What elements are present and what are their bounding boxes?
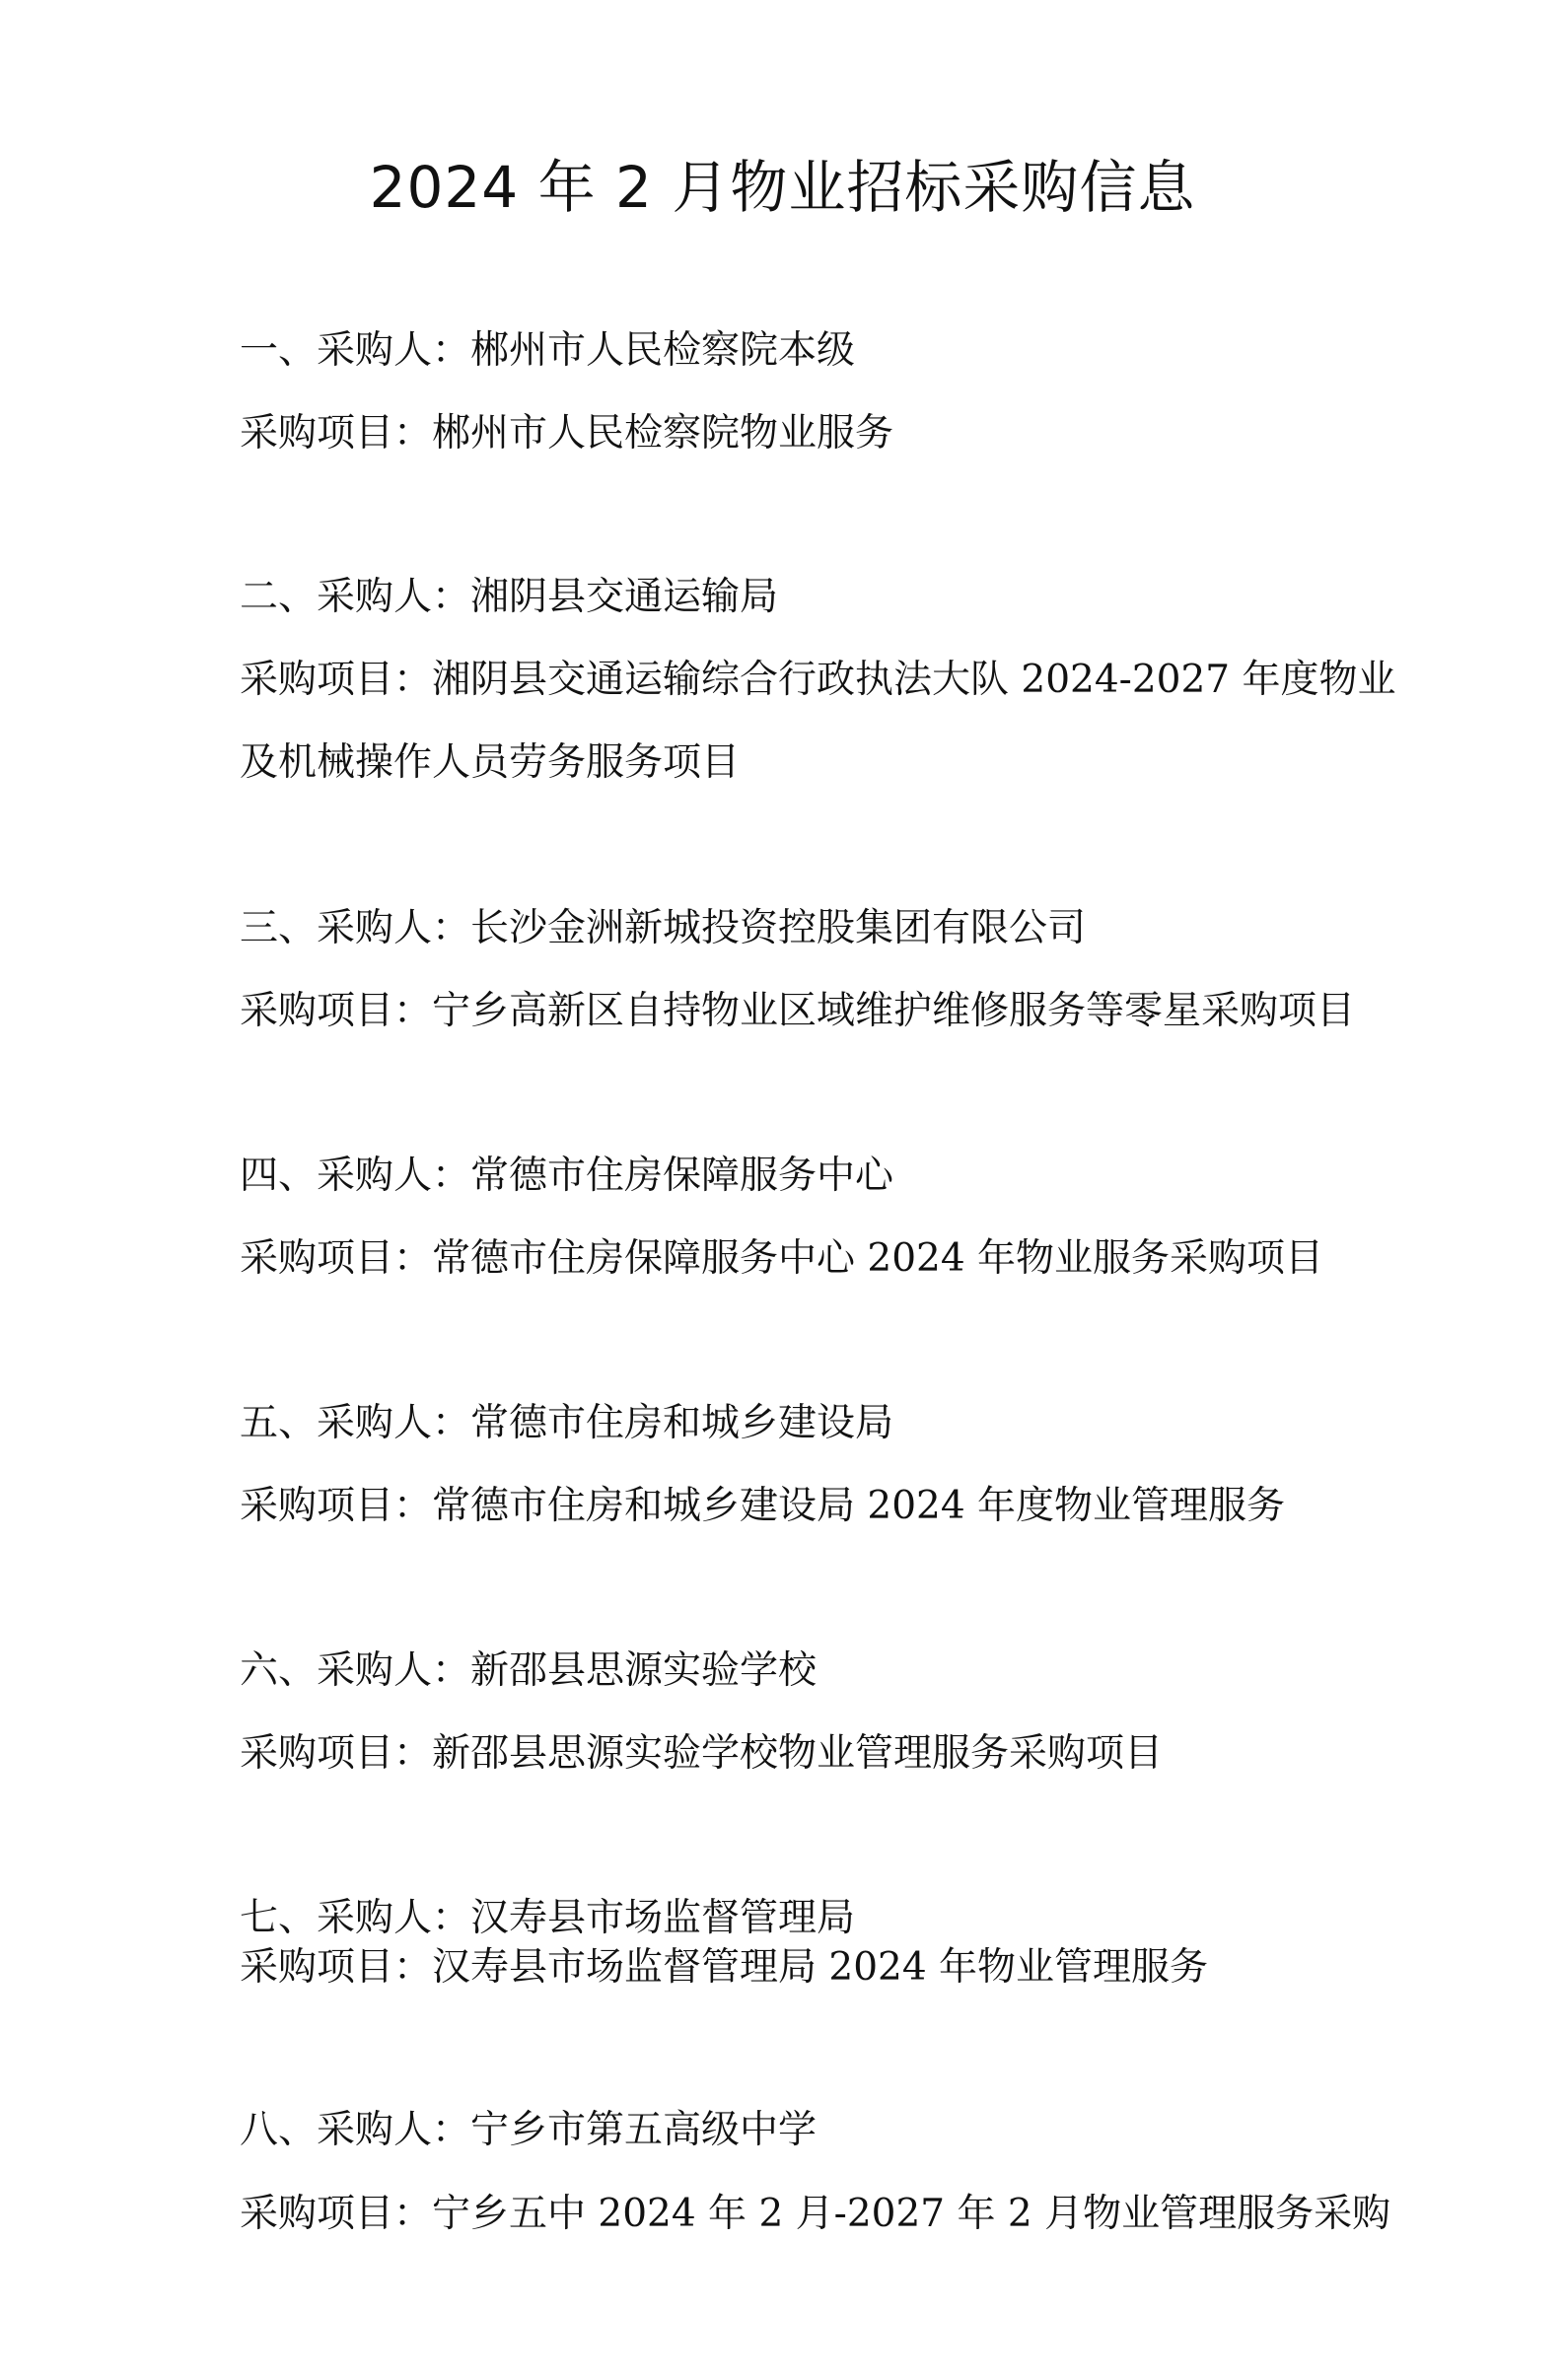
purchaser-line-8: 八、采购人：宁乡市第五高级中学 [240,2108,818,2152]
purchaser-line-4: 四、采购人：常德市住房保障服务中心 [240,1154,894,1198]
project-line-6: 采购项目：新邵县思源实验学校物业管理服务采购项目 [240,1731,1164,1776]
purchaser-line-3: 三、采购人：长沙金洲新城投资控股集团有限公司 [240,906,1087,950]
project-line-2-continued: 及机械操作人员劳务服务项目 [240,740,741,785]
purchaser-line-1: 一、采购人：郴州市人民检察院本级 [240,328,856,373]
project-line-5: 采购项目：常德市住房和城乡建设局 2024 年度物业管理服务 [240,1484,1286,1528]
project-line-3: 采购项目：宁乡高新区自持物业区域维护维修服务等零星采购项目 [240,989,1356,1033]
purchaser-line-6: 六、采购人：新邵县思源实验学校 [240,1648,818,1693]
project-line-4: 采购项目：常德市住房保障服务中心 2024 年物业服务采购项目 [240,1236,1324,1281]
purchaser-line-7: 七、采购人：汉寿县市场监督管理局 [240,1896,856,1940]
project-line-8: 采购项目：宁乡五中 2024 年 2 月-2027 年 2 月物业管理服务采购 [240,2192,1391,2236]
purchaser-line-2: 二、采购人：湘阴县交通运输局 [240,575,779,619]
project-line-2: 采购项目：湘阴县交通运输综合行政执法大队 2024-2027 年度物业 [240,658,1396,702]
purchaser-line-5: 五、采购人：常德市住房和城乡建设局 [240,1401,894,1445]
page-title: 2024 年 2 月物业招标采购信息 [369,154,1196,221]
project-line-1: 采购项目：郴州市人民检察院物业服务 [240,411,894,455]
project-line-7: 采购项目：汉寿县市场监督管理局 2024 年物业管理服务 [240,1945,1209,1990]
